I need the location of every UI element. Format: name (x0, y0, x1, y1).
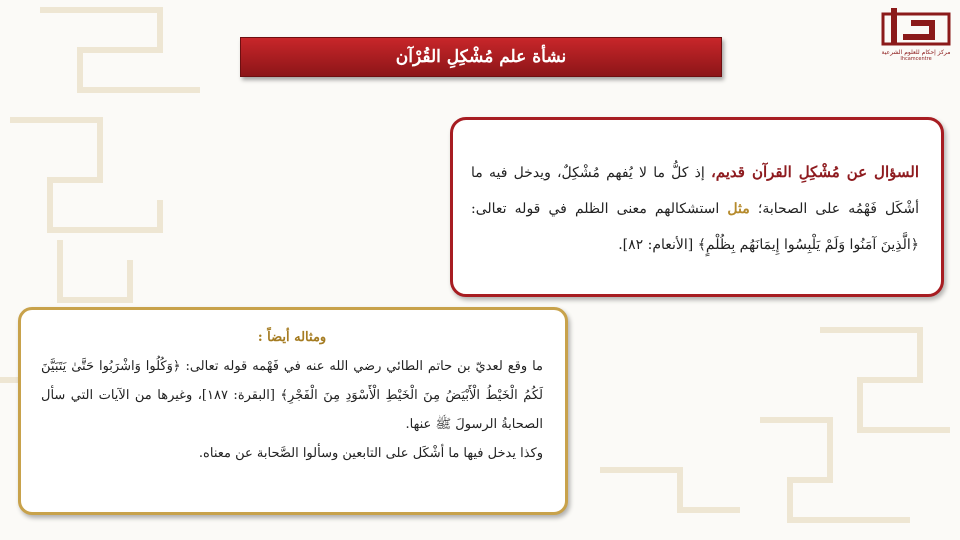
example-paragraph-1: ما وقع لعديّ بن حاتم الطائي رضي الله عنه في فَهْمه قوله تعالى: ﴿وَكُلُوا وَاشْرَبُوا حَتَّىٰ يَتَبَيَّنَ لَكُمُ الْخَيْطُ الْأَبْيَضُ مِنَ الْخَيْطِ الْأَسْوَدِ مِنَ الْفَجْرِ﴾ [البقرة: ١٨٧]، وغيرها من الآيات التي سأل الصحابةُ الرسولَ ﷺ عنها. (41, 359, 543, 432)
example-subheading: ومثاله أيضاً : (257, 330, 327, 345)
logo-subtitle: مركز إحكام للعلوم الشرعية (881, 49, 951, 56)
logo-subtitle-latin: Ihcamcentre (900, 56, 932, 62)
card1-example-word: مثل (727, 201, 750, 217)
example-paragraph-2: وكذا يدخل فيها ما أشْكَل على التابعين وسألوا الصَّحابة عن معناه. (198, 446, 543, 461)
card1-text-a: إذ كلُّ ما لا يُفهم مُشْكِلٌ، ويدخل فيه ما أشْكَل فَهْمُه على الصحابة؛ (471, 165, 920, 217)
logo-mark (881, 6, 951, 48)
example-card (18, 307, 568, 515)
main-text-card (450, 117, 944, 297)
slide-title: نشأة علم مُشْكِلِ القُرْآن (395, 47, 567, 67)
card1-text-b: استشكالهم معنى الظلم في قوله تعالى: ﴿الَّذِينَ آمَنُوا وَلَمْ يَلْبِسُوا إِيمَانَهُم بِظُلْمٍ﴾ [الأنعام: ٨٢]. (471, 201, 919, 253)
title-banner (240, 37, 722, 77)
card1-highlight: السؤال عن مُشْكِلِ القرآن قديم، (710, 163, 919, 181)
logo (880, 6, 952, 66)
